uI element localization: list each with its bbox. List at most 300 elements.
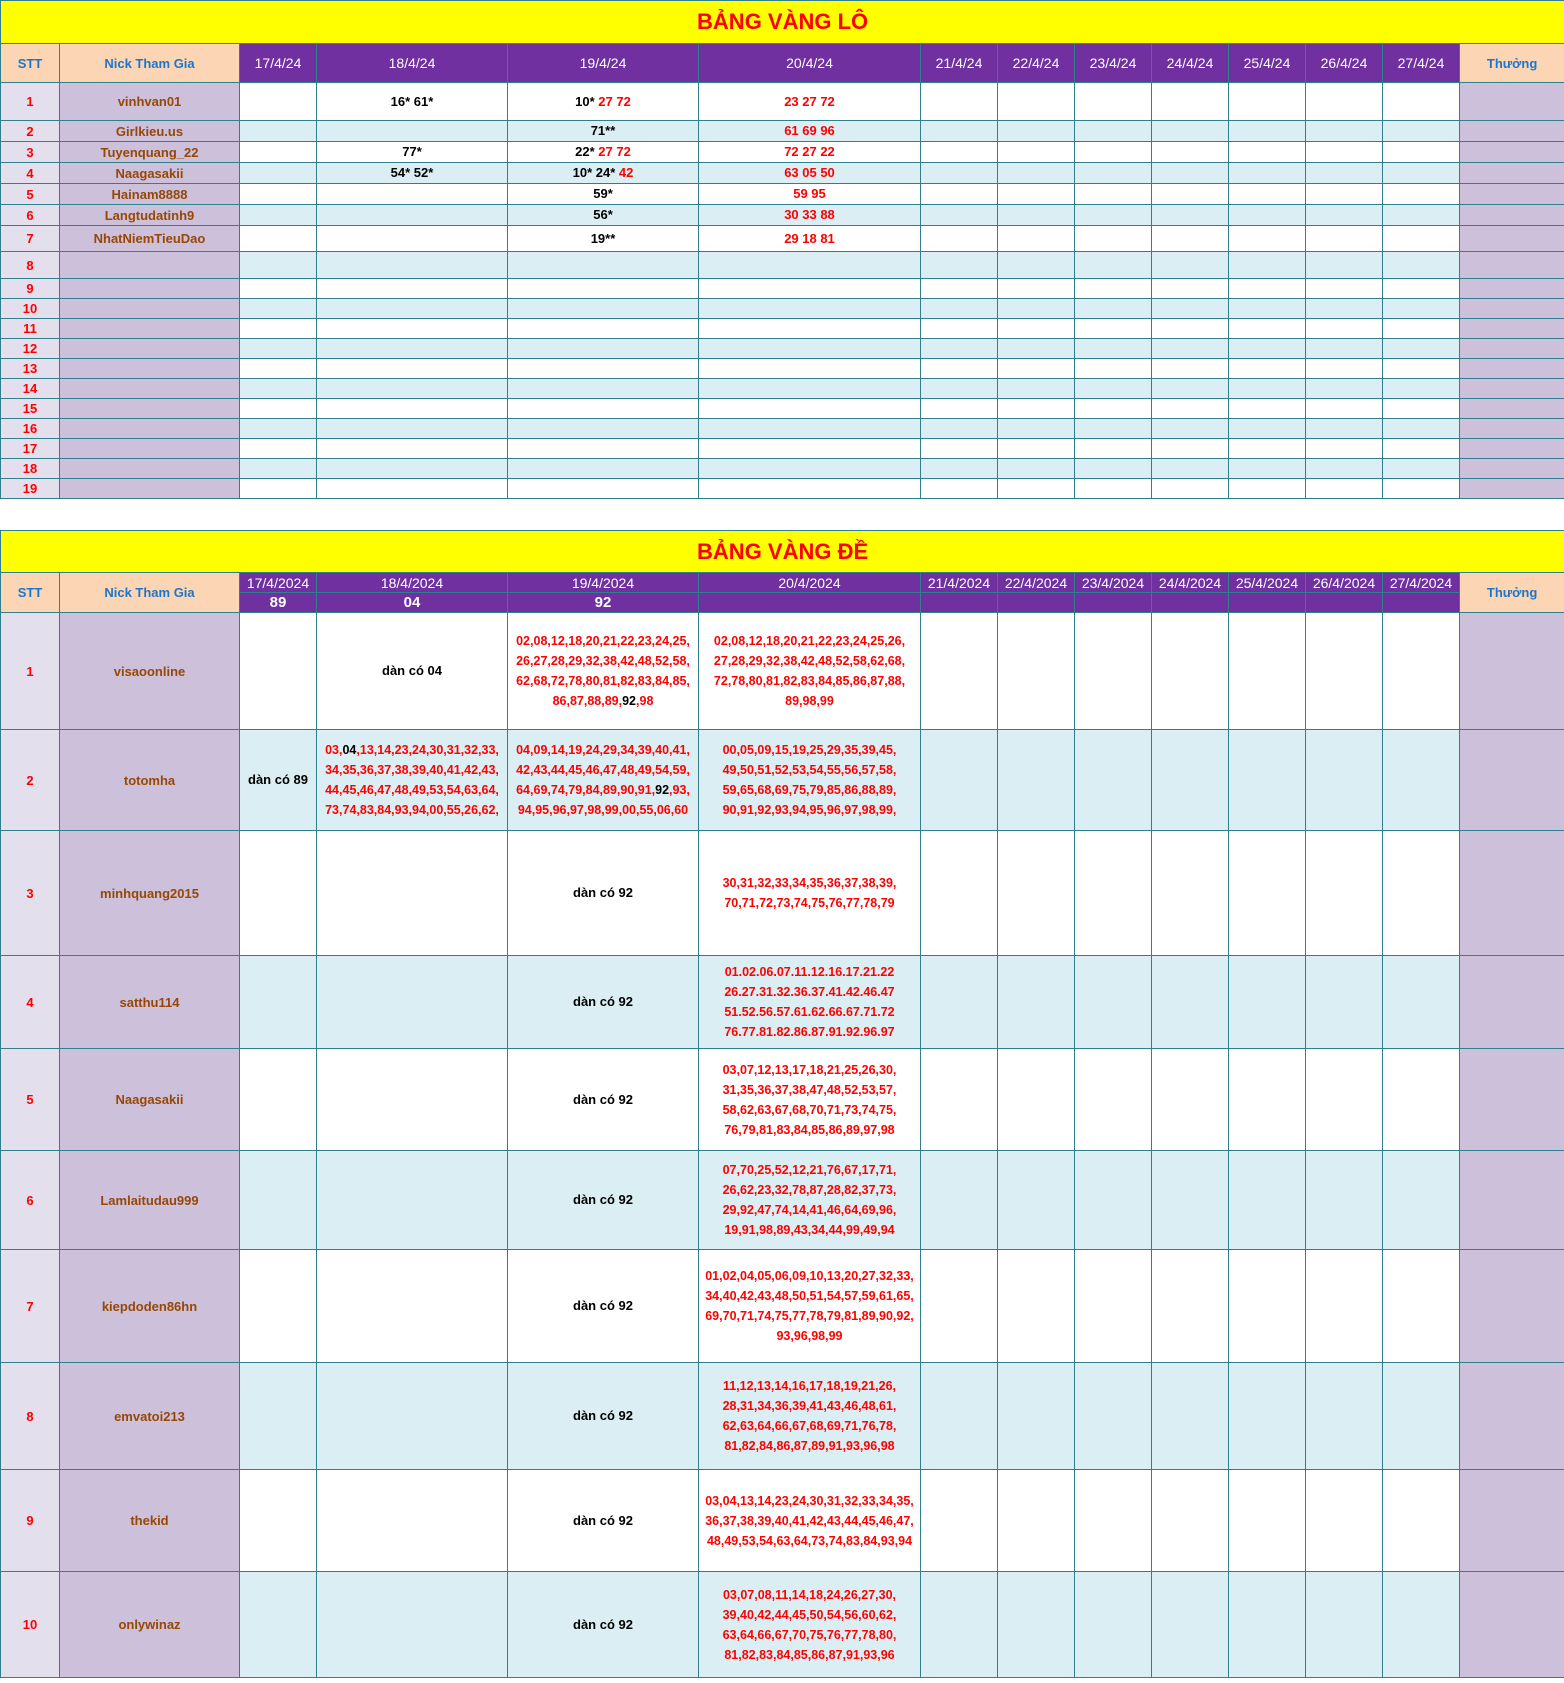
- row-nick[interactable]: emvatoi213: [60, 1363, 240, 1470]
- cell-20[interactable]: 03,04,13,14,23,24,30,31,32,33,34,35, 36,37,38,39,40,41,42,43,44,45,46,47, 48,49,53,54,63,64,73,74,83,84,93,94: [699, 1470, 921, 1572]
- cell-empty[interactable]: [998, 339, 1075, 359]
- cell-empty[interactable]: [1075, 1470, 1152, 1572]
- cell-empty[interactable]: [1152, 1470, 1229, 1572]
- cell-empty[interactable]: [921, 299, 998, 319]
- cell-empty[interactable]: [1075, 121, 1152, 142]
- cell-empty[interactable]: [1229, 205, 1306, 226]
- cell-empty[interactable]: [1075, 279, 1152, 299]
- cell-empty[interactable]: [1306, 121, 1383, 142]
- cell-19[interactable]: dàn có 92: [508, 1572, 699, 1678]
- cell-empty[interactable]: [1229, 279, 1306, 299]
- cell-empty[interactable]: [921, 399, 998, 419]
- cell-19[interactable]: dàn có 92: [508, 831, 699, 956]
- cell-empty[interactable]: [240, 479, 317, 499]
- cell-empty[interactable]: [1075, 83, 1152, 121]
- row-nick[interactable]: [60, 459, 240, 479]
- cell-empty[interactable]: [699, 399, 921, 419]
- cell-empty[interactable]: [1229, 1572, 1306, 1678]
- row-nick[interactable]: [60, 479, 240, 499]
- cell-empty[interactable]: [508, 479, 699, 499]
- cell-empty[interactable]: [1152, 831, 1229, 956]
- cell-empty[interactable]: [1152, 613, 1229, 730]
- cell-empty[interactable]: [1152, 252, 1229, 279]
- cell-empty[interactable]: [1383, 184, 1460, 205]
- cell-18[interactable]: dàn có 04: [317, 613, 508, 730]
- cell-17[interactable]: [240, 205, 317, 226]
- cell-18[interactable]: [317, 730, 508, 831]
- cell-empty[interactable]: [998, 279, 1075, 299]
- cell-empty[interactable]: [921, 142, 998, 163]
- cell-empty[interactable]: [1075, 439, 1152, 459]
- cell-empty[interactable]: [998, 1470, 1075, 1572]
- cell-19[interactable]: [508, 142, 699, 163]
- cell-empty[interactable]: [1229, 1470, 1306, 1572]
- cell-empty[interactable]: [508, 252, 699, 279]
- cell-empty[interactable]: [998, 184, 1075, 205]
- cell-empty[interactable]: [921, 613, 998, 730]
- cell-empty[interactable]: [240, 299, 317, 319]
- cell-20[interactable]: 29 18 81: [699, 226, 921, 252]
- cell-empty[interactable]: [1383, 479, 1460, 499]
- cell-empty[interactable]: [1383, 419, 1460, 439]
- cell-empty[interactable]: [921, 419, 998, 439]
- row-nick[interactable]: [60, 252, 240, 279]
- cell-empty[interactable]: [998, 299, 1075, 319]
- cell-empty[interactable]: [998, 479, 1075, 499]
- cell-17[interactable]: [240, 184, 317, 205]
- cell-empty[interactable]: [1229, 1363, 1306, 1470]
- cell-empty[interactable]: [1383, 319, 1460, 339]
- cell-empty[interactable]: [921, 439, 998, 459]
- cell-empty[interactable]: [998, 1151, 1075, 1250]
- cell-empty[interactable]: [1152, 279, 1229, 299]
- cell-empty[interactable]: [1152, 163, 1229, 184]
- cell-empty[interactable]: [998, 956, 1075, 1049]
- cell-empty[interactable]: [1306, 279, 1383, 299]
- row-nick[interactable]: vinhvan01: [60, 83, 240, 121]
- cell-18[interactable]: [317, 1250, 508, 1363]
- cell-empty[interactable]: [1229, 479, 1306, 499]
- cell-empty[interactable]: [1075, 339, 1152, 359]
- cell-empty[interactable]: [1075, 359, 1152, 379]
- cell-empty[interactable]: [1075, 1049, 1152, 1151]
- cell-empty[interactable]: [240, 319, 317, 339]
- cell-empty[interactable]: [998, 831, 1075, 956]
- cell-empty[interactable]: [921, 831, 998, 956]
- cell-empty[interactable]: [921, 359, 998, 379]
- row-nick[interactable]: visaoonline: [60, 613, 240, 730]
- cell-empty[interactable]: [1075, 1151, 1152, 1250]
- cell-empty[interactable]: [1152, 226, 1229, 252]
- cell-empty[interactable]: [998, 399, 1075, 419]
- cell-empty[interactable]: [1383, 613, 1460, 730]
- cell-empty[interactable]: [998, 613, 1075, 730]
- cell-19[interactable]: dàn có 92: [508, 1363, 699, 1470]
- cell-empty[interactable]: [1152, 1363, 1229, 1470]
- row-nick[interactable]: [60, 279, 240, 299]
- cell-empty[interactable]: [1075, 252, 1152, 279]
- row-nick[interactable]: Naagasakii: [60, 1049, 240, 1151]
- cell-empty[interactable]: [1075, 205, 1152, 226]
- cell-empty[interactable]: [1229, 379, 1306, 399]
- cell-empty[interactable]: [317, 319, 508, 339]
- cell-empty[interactable]: [921, 1363, 998, 1470]
- cell-19[interactable]: [508, 613, 699, 730]
- cell-empty[interactable]: [1306, 299, 1383, 319]
- cell-empty[interactable]: [998, 142, 1075, 163]
- cell-empty[interactable]: [1383, 1250, 1460, 1363]
- cell-empty[interactable]: [1306, 439, 1383, 459]
- cell-20[interactable]: 59 95: [699, 184, 921, 205]
- cell-empty[interactable]: [1075, 142, 1152, 163]
- cell-19[interactable]: [508, 730, 699, 831]
- cell-17[interactable]: [240, 1151, 317, 1250]
- cell-empty[interactable]: [1075, 956, 1152, 1049]
- cell-empty[interactable]: [1306, 339, 1383, 359]
- cell-empty[interactable]: [998, 1363, 1075, 1470]
- row-nick[interactable]: kiepdoden86hn: [60, 1250, 240, 1363]
- cell-empty[interactable]: [921, 279, 998, 299]
- cell-empty[interactable]: [1152, 1250, 1229, 1363]
- cell-empty[interactable]: [998, 1049, 1075, 1151]
- cell-empty[interactable]: [317, 419, 508, 439]
- cell-empty[interactable]: [921, 163, 998, 184]
- cell-empty[interactable]: [921, 184, 998, 205]
- cell-empty[interactable]: [1152, 439, 1229, 459]
- cell-empty[interactable]: [921, 1250, 998, 1363]
- cell-empty[interactable]: [1152, 205, 1229, 226]
- cell-empty[interactable]: [1306, 831, 1383, 956]
- cell-empty[interactable]: [1075, 1363, 1152, 1470]
- cell-18[interactable]: [317, 956, 508, 1049]
- cell-20[interactable]: 07,70,25,52,12,21,76,67,17,71, 26,62,23,32,78,87,28,82,37,73, 29,92,47,74,14,41,46,64,69,96, 19,91,98,89,43,34,44,99,49,94: [699, 1151, 921, 1250]
- cell-empty[interactable]: [1383, 459, 1460, 479]
- cell-empty[interactable]: [1229, 299, 1306, 319]
- cell-empty[interactable]: [1383, 1049, 1460, 1151]
- cell-empty[interactable]: [1306, 1049, 1383, 1151]
- cell-empty[interactable]: [1152, 1151, 1229, 1250]
- cell-empty[interactable]: [1383, 299, 1460, 319]
- cell-empty[interactable]: [998, 730, 1075, 831]
- row-nick[interactable]: Hainam8888: [60, 184, 240, 205]
- cell-17[interactable]: [240, 613, 317, 730]
- cell-empty[interactable]: [1152, 730, 1229, 831]
- cell-empty[interactable]: [1075, 319, 1152, 339]
- cell-20[interactable]: 23 27 72: [699, 83, 921, 121]
- cell-20[interactable]: 03,07,12,13,17,18,21,25,26,30, 31,35,36,37,38,47,48,52,53,57, 58,62,63,67,68,70,71,73,74,75, 76,79,81,83,84,85,86,89,97,98: [699, 1049, 921, 1151]
- cell-empty[interactable]: [998, 121, 1075, 142]
- cell-18[interactable]: [317, 1049, 508, 1151]
- cell-empty[interactable]: [699, 299, 921, 319]
- cell-empty[interactable]: [240, 339, 317, 359]
- cell-empty[interactable]: [1383, 1363, 1460, 1470]
- cell-empty[interactable]: [921, 205, 998, 226]
- cell-empty[interactable]: [1306, 479, 1383, 499]
- cell-empty[interactable]: [1152, 479, 1229, 499]
- cell-18[interactable]: [317, 226, 508, 252]
- cell-empty[interactable]: [1075, 226, 1152, 252]
- cell-empty[interactable]: [1229, 459, 1306, 479]
- cell-17[interactable]: [240, 1250, 317, 1363]
- cell-empty[interactable]: [1383, 379, 1460, 399]
- cell-empty[interactable]: [1306, 1363, 1383, 1470]
- cell-empty[interactable]: [1229, 359, 1306, 379]
- cell-20[interactable]: 30 33 88: [699, 205, 921, 226]
- cell-empty[interactable]: [1075, 1250, 1152, 1363]
- cell-empty[interactable]: [1306, 252, 1383, 279]
- cell-empty[interactable]: [1306, 83, 1383, 121]
- cell-empty[interactable]: [240, 359, 317, 379]
- cell-empty[interactable]: [1075, 299, 1152, 319]
- cell-empty[interactable]: [1152, 379, 1229, 399]
- cell-empty[interactable]: [1306, 730, 1383, 831]
- row-nick[interactable]: satthu114: [60, 956, 240, 1049]
- cell-empty[interactable]: [1383, 163, 1460, 184]
- cell-18[interactable]: [317, 1470, 508, 1572]
- cell-empty[interactable]: [1383, 339, 1460, 359]
- row-nick[interactable]: [60, 339, 240, 359]
- cell-empty[interactable]: [1383, 1470, 1460, 1572]
- cell-empty[interactable]: [1383, 439, 1460, 459]
- cell-empty[interactable]: [998, 459, 1075, 479]
- cell-empty[interactable]: [1229, 1049, 1306, 1151]
- cell-empty[interactable]: [1152, 399, 1229, 419]
- cell-empty[interactable]: [1306, 399, 1383, 419]
- cell-20[interactable]: 63 05 50: [699, 163, 921, 184]
- cell-empty[interactable]: [508, 399, 699, 419]
- cell-19[interactable]: [508, 163, 699, 184]
- cell-empty[interactable]: [699, 439, 921, 459]
- cell-empty[interactable]: [921, 1049, 998, 1151]
- cell-empty[interactable]: [1075, 831, 1152, 956]
- cell-empty[interactable]: [1152, 1572, 1229, 1678]
- cell-empty[interactable]: [1383, 399, 1460, 419]
- cell-20[interactable]: 02,08,12,18,20,21,22,23,24,25,26, 27,28,29,32,38,42,48,52,58,62,68, 72,78,80,81,82,83,84,85,86,87,88, 89,98,99: [699, 613, 921, 730]
- cell-19[interactable]: [508, 226, 699, 252]
- cell-empty[interactable]: [699, 459, 921, 479]
- cell-19[interactable]: dàn có 92: [508, 1151, 699, 1250]
- cell-empty[interactable]: [317, 399, 508, 419]
- cell-17[interactable]: [240, 83, 317, 121]
- cell-empty[interactable]: [1383, 1151, 1460, 1250]
- cell-empty[interactable]: [699, 379, 921, 399]
- cell-empty[interactable]: [1075, 399, 1152, 419]
- cell-17[interactable]: [240, 226, 317, 252]
- cell-17[interactable]: [240, 163, 317, 184]
- cell-empty[interactable]: [921, 339, 998, 359]
- cell-empty[interactable]: [1306, 419, 1383, 439]
- row-nick[interactable]: minhquang2015: [60, 831, 240, 956]
- cell-18[interactable]: 54* 52*: [317, 163, 508, 184]
- cell-17[interactable]: [240, 1363, 317, 1470]
- cell-empty[interactable]: [508, 419, 699, 439]
- cell-empty[interactable]: [1229, 730, 1306, 831]
- cell-19[interactable]: [508, 184, 699, 205]
- cell-empty[interactable]: [1383, 730, 1460, 831]
- cell-empty[interactable]: [1229, 184, 1306, 205]
- cell-empty[interactable]: [1306, 1250, 1383, 1363]
- cell-empty[interactable]: [1152, 1049, 1229, 1151]
- row-nick[interactable]: Lamlaitudau999: [60, 1151, 240, 1250]
- cell-18[interactable]: [317, 121, 508, 142]
- row-nick[interactable]: [60, 399, 240, 419]
- cell-empty[interactable]: [1152, 956, 1229, 1049]
- cell-empty[interactable]: [921, 83, 998, 121]
- cell-empty[interactable]: [1229, 319, 1306, 339]
- cell-17[interactable]: [240, 142, 317, 163]
- cell-empty[interactable]: [1075, 613, 1152, 730]
- cell-empty[interactable]: [508, 319, 699, 339]
- cell-19[interactable]: [508, 121, 699, 142]
- cell-empty[interactable]: [998, 419, 1075, 439]
- cell-empty[interactable]: [1229, 339, 1306, 359]
- cell-empty[interactable]: [921, 252, 998, 279]
- cell-empty[interactable]: [240, 379, 317, 399]
- cell-empty[interactable]: [1229, 142, 1306, 163]
- cell-empty[interactable]: [1152, 359, 1229, 379]
- cell-18[interactable]: [317, 184, 508, 205]
- cell-empty[interactable]: [699, 479, 921, 499]
- cell-empty[interactable]: [998, 439, 1075, 459]
- cell-empty[interactable]: [1152, 319, 1229, 339]
- cell-empty[interactable]: [998, 379, 1075, 399]
- cell-19[interactable]: dàn có 92: [508, 1049, 699, 1151]
- row-nick[interactable]: onlywinaz: [60, 1572, 240, 1678]
- cell-empty[interactable]: [921, 956, 998, 1049]
- row-nick[interactable]: [60, 359, 240, 379]
- cell-empty[interactable]: [1383, 1572, 1460, 1678]
- cell-empty[interactable]: [1383, 142, 1460, 163]
- cell-17[interactable]: [240, 1470, 317, 1572]
- cell-empty[interactable]: [240, 419, 317, 439]
- cell-empty[interactable]: [240, 459, 317, 479]
- cell-empty[interactable]: [1306, 1151, 1383, 1250]
- cell-empty[interactable]: [317, 459, 508, 479]
- row-nick[interactable]: [60, 319, 240, 339]
- cell-empty[interactable]: [1075, 163, 1152, 184]
- cell-empty[interactable]: [921, 1470, 998, 1572]
- cell-empty[interactable]: [921, 459, 998, 479]
- cell-empty[interactable]: [1075, 419, 1152, 439]
- cell-20[interactable]: 01,02,04,05,06,09,10,13,20,27,32,33, 34,40,42,43,48,50,51,54,57,59,61,65, 69,70,71,74,75,77,78,79,81,89,90,92, 93,96,98,99: [699, 1250, 921, 1363]
- cell-20[interactable]: 00,05,09,15,19,25,29,35,39,45, 49,50,51,52,53,54,55,56,57,58, 59,65,68,69,75,79,85,86,88,89, 90,91,92,93,94,95,96,97,98,99,: [699, 730, 921, 831]
- cell-17[interactable]: dàn có 89: [240, 730, 317, 831]
- cell-empty[interactable]: [508, 359, 699, 379]
- row-nick[interactable]: Naagasakii: [60, 163, 240, 184]
- cell-empty[interactable]: [1383, 279, 1460, 299]
- cell-20[interactable]: 11,12,13,14,16,17,18,19,21,26, 28,31,34,36,39,41,43,46,48,61, 62,63,64,66,67,68,69,71,76,78, 81,82,84,86,87,89,91,93,96,98: [699, 1363, 921, 1470]
- row-nick[interactable]: totomha: [60, 730, 240, 831]
- cell-empty[interactable]: [921, 319, 998, 339]
- cell-17[interactable]: [240, 121, 317, 142]
- cell-empty[interactable]: [1229, 1250, 1306, 1363]
- cell-empty[interactable]: [1229, 439, 1306, 459]
- cell-empty[interactable]: [998, 1572, 1075, 1678]
- cell-empty[interactable]: [1306, 1470, 1383, 1572]
- cell-19[interactable]: [508, 83, 699, 121]
- cell-empty[interactable]: [921, 1151, 998, 1250]
- cell-empty[interactable]: [1383, 252, 1460, 279]
- cell-empty[interactable]: [998, 1250, 1075, 1363]
- cell-19[interactable]: dàn có 92: [508, 956, 699, 1049]
- cell-empty[interactable]: [1383, 831, 1460, 956]
- cell-empty[interactable]: [1075, 479, 1152, 499]
- cell-empty[interactable]: [998, 163, 1075, 184]
- cell-19[interactable]: dàn có 92: [508, 1470, 699, 1572]
- cell-18[interactable]: [317, 831, 508, 956]
- cell-18[interactable]: [317, 1363, 508, 1470]
- cell-empty[interactable]: [1152, 299, 1229, 319]
- cell-empty[interactable]: [508, 459, 699, 479]
- cell-empty[interactable]: [1229, 163, 1306, 184]
- cell-empty[interactable]: [1306, 319, 1383, 339]
- cell-empty[interactable]: [1152, 142, 1229, 163]
- cell-empty[interactable]: [1383, 205, 1460, 226]
- cell-17[interactable]: [240, 1049, 317, 1151]
- cell-empty[interactable]: [240, 399, 317, 419]
- cell-empty[interactable]: [699, 339, 921, 359]
- cell-empty[interactable]: [1075, 1572, 1152, 1678]
- cell-empty[interactable]: [1383, 121, 1460, 142]
- cell-18[interactable]: [317, 205, 508, 226]
- cell-empty[interactable]: [317, 479, 508, 499]
- cell-empty[interactable]: [240, 439, 317, 459]
- cell-empty[interactable]: [998, 359, 1075, 379]
- cell-empty[interactable]: [317, 439, 508, 459]
- cell-empty[interactable]: [1229, 613, 1306, 730]
- cell-empty[interactable]: [1229, 121, 1306, 142]
- cell-19[interactable]: [508, 205, 699, 226]
- cell-empty[interactable]: [1229, 956, 1306, 1049]
- row-nick[interactable]: [60, 419, 240, 439]
- cell-empty[interactable]: [1306, 359, 1383, 379]
- cell-empty[interactable]: [998, 226, 1075, 252]
- cell-empty[interactable]: [1152, 339, 1229, 359]
- cell-20[interactable]: 30,31,32,33,34,35,36,37,38,39, 70,71,72,73,74,75,76,77,78,79: [699, 831, 921, 956]
- cell-empty[interactable]: [240, 252, 317, 279]
- cell-17[interactable]: [240, 956, 317, 1049]
- cell-empty[interactable]: [1152, 83, 1229, 121]
- cell-empty[interactable]: [1383, 359, 1460, 379]
- cell-20[interactable]: 03,07,08,11,14,18,24,26,27,30, 39,40,42,44,45,50,54,56,60,62, 63,64,66,67,70,75,76,77,78,80, 81,82,83,84,85,86,87,91,93,96: [699, 1572, 921, 1678]
- cell-empty[interactable]: [1229, 226, 1306, 252]
- row-nick[interactable]: Langtudatinh9: [60, 205, 240, 226]
- cell-empty[interactable]: [1383, 226, 1460, 252]
- cell-empty[interactable]: [508, 439, 699, 459]
- cell-empty[interactable]: [1306, 205, 1383, 226]
- cell-empty[interactable]: [998, 83, 1075, 121]
- cell-empty[interactable]: [1229, 831, 1306, 956]
- cell-18[interactable]: [317, 1151, 508, 1250]
- cell-18[interactable]: 77*: [317, 142, 508, 163]
- row-nick[interactable]: [60, 379, 240, 399]
- cell-empty[interactable]: [998, 319, 1075, 339]
- cell-17[interactable]: [240, 831, 317, 956]
- cell-20[interactable]: 72 27 22: [699, 142, 921, 163]
- cell-empty[interactable]: [921, 479, 998, 499]
- cell-empty[interactable]: [317, 359, 508, 379]
- cell-empty[interactable]: [1229, 83, 1306, 121]
- cell-empty[interactable]: [921, 379, 998, 399]
- cell-empty[interactable]: [1306, 142, 1383, 163]
- row-nick[interactable]: Girlkieu.us: [60, 121, 240, 142]
- cell-empty[interactable]: [1306, 956, 1383, 1049]
- cell-empty[interactable]: [921, 730, 998, 831]
- cell-20[interactable]: 01.02.06.07.11.12.16.17.21.22 26.27.31.32.36.37.41.42.46.47 51.52.56.57.61.62.66.67.71.72 76.77.81.82.86.87.91.92.96.97: [699, 956, 921, 1049]
- cell-empty[interactable]: [1383, 83, 1460, 121]
- cell-empty[interactable]: [699, 319, 921, 339]
- cell-18[interactable]: 16* 61*: [317, 83, 508, 121]
